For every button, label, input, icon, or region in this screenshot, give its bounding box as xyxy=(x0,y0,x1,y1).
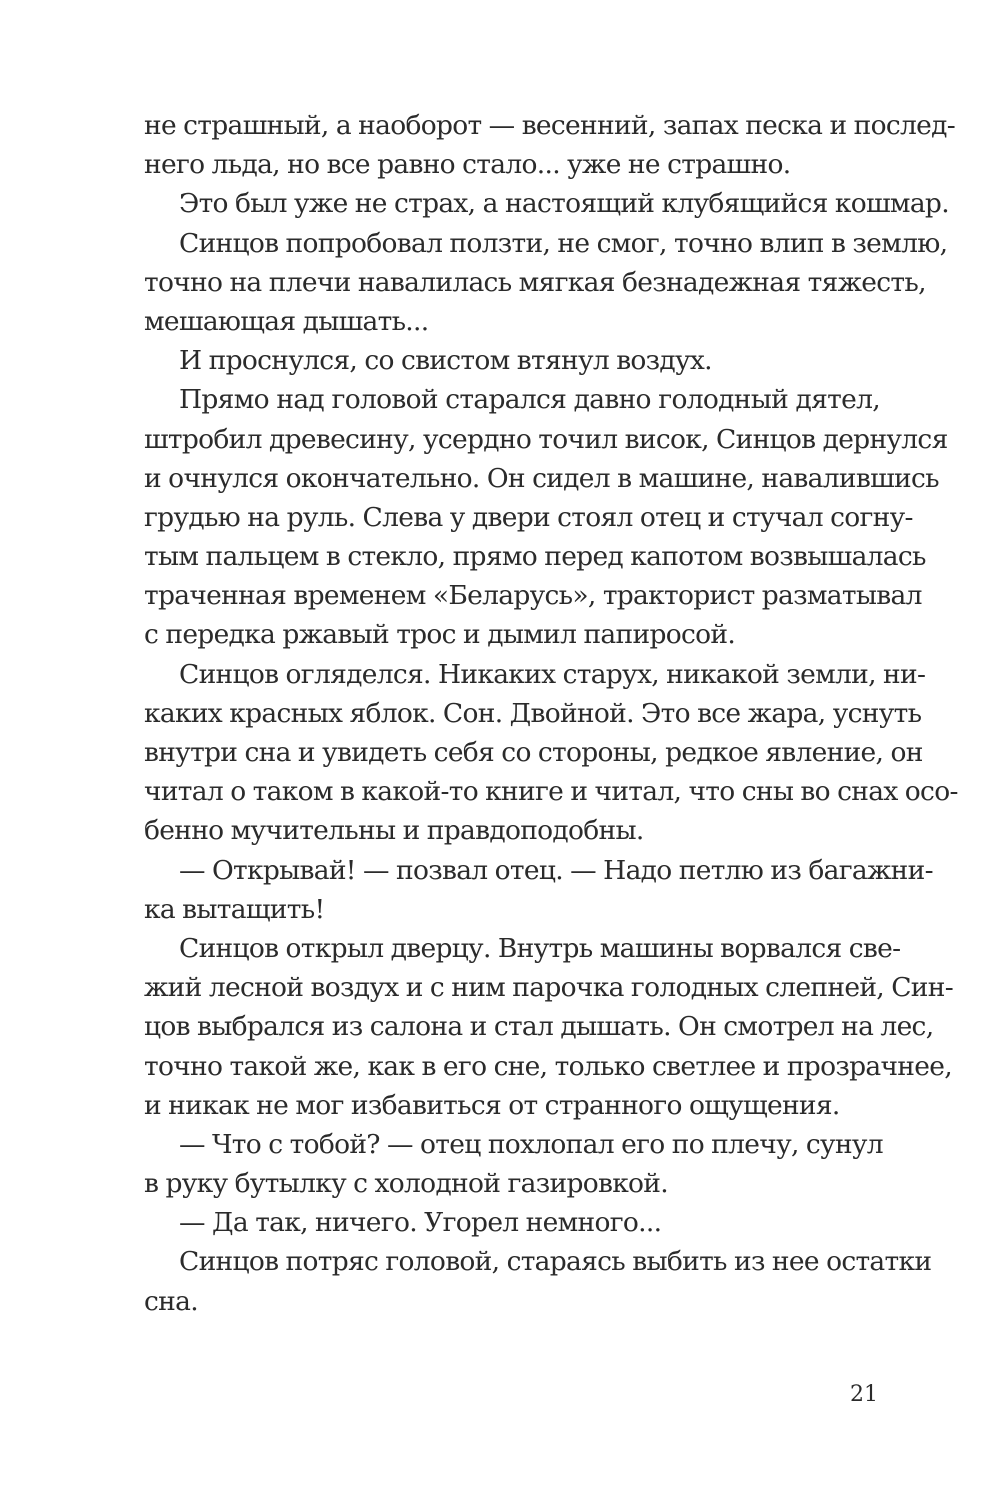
text-line: бенно мучительны и правдоподобны. xyxy=(144,815,644,847)
paragraph xyxy=(144,929,953,1125)
text-line: в руку бутылку с холодной газировкой. xyxy=(144,1168,668,1200)
paragraph xyxy=(144,1203,880,1242)
text-line: Это был уже не страх, а настоящий клубящийся кошмар. xyxy=(179,188,949,220)
text-line: читал о таком в какой-то книге и читал, что сны во снах осо- xyxy=(144,776,958,808)
text-line: точно такой же, как в его сне, только светлее и прозрачнее, xyxy=(144,1050,952,1082)
paragraph xyxy=(144,380,948,654)
text-line: И проснулся, со свистом втянул воздух. xyxy=(179,345,712,377)
text-line: каких красных яблок. Сон. Двойной. Это все жара, уснуть xyxy=(144,697,922,729)
text-line: мешающая дышать... xyxy=(144,305,429,337)
paragraph xyxy=(144,851,933,929)
text-line: Прямо над головой старался давно голодный дятел, xyxy=(179,384,880,416)
page-number: 21 xyxy=(850,1382,878,1407)
text-line: цов выбрался из салона и стал дышать. Он смотрел на лес, xyxy=(144,1011,934,1043)
text-line: — Да так, ничего. Угорел немного... xyxy=(179,1207,662,1239)
text-line: ка вытащить! xyxy=(144,893,325,925)
paragraph xyxy=(144,106,956,184)
text-line: и никак не мог избавиться от странного ощущения. xyxy=(144,1089,840,1121)
text-line: Синцов потряс головой, стараясь выбить из нее остатки xyxy=(179,1246,932,1278)
text-line: внутри сна и увидеть себя со стороны, редкое явление, он xyxy=(144,737,923,768)
text-line: грудью на руль. Слева у двери стоял отец и стучал согну- xyxy=(144,501,913,533)
text-line: него льда, но все равно стало... уже не страшно. xyxy=(144,149,791,181)
text-line: сна. xyxy=(144,1285,198,1317)
paragraph xyxy=(144,1125,883,1203)
text-line: жий лесной воздух и с ним парочка голодных слепней, Син- xyxy=(144,972,953,1004)
text-line: Синцов попробовал ползти, не смог, точно влип в землю, xyxy=(179,227,948,259)
text-line: Синцов открыл дверцу. Внутрь машины ворвался све- xyxy=(179,932,901,964)
text-line: и очнулся окончательно. Он сидел в машине, навалившись xyxy=(144,462,939,494)
text-line: Синцов огляделся. Никаких старух, никакой земли, ни- xyxy=(179,658,926,690)
text-line: тым пальцем в стекло, прямо перед капотом возвышалась xyxy=(144,541,926,573)
text-line: — Открывай! — позвал отец. — Надо петлю из багажни- xyxy=(179,854,933,886)
paragraph xyxy=(144,341,880,380)
paragraph xyxy=(144,655,958,851)
text-line: штробил древесину, усердно точил висок, Синцов дернулся xyxy=(144,423,948,455)
paragraph xyxy=(144,184,949,223)
text-line: — Что с тобой? — отец похлопал его по плечу, сунул xyxy=(179,1128,883,1160)
paragraph xyxy=(144,1242,932,1320)
text-line: траченная временем «Беларусь», тракторист разматывал xyxy=(144,580,922,612)
body-text xyxy=(144,106,958,1321)
paragraph xyxy=(144,224,948,342)
text-line: точно на плечи навалилась мягкая безнадежная тяжесть, xyxy=(144,266,926,298)
text-line: не страшный, а наоборот — весенний, запах песка и послед- xyxy=(144,110,956,141)
text-line: с передка ржавый трос и дымил папиросой. xyxy=(144,619,736,651)
